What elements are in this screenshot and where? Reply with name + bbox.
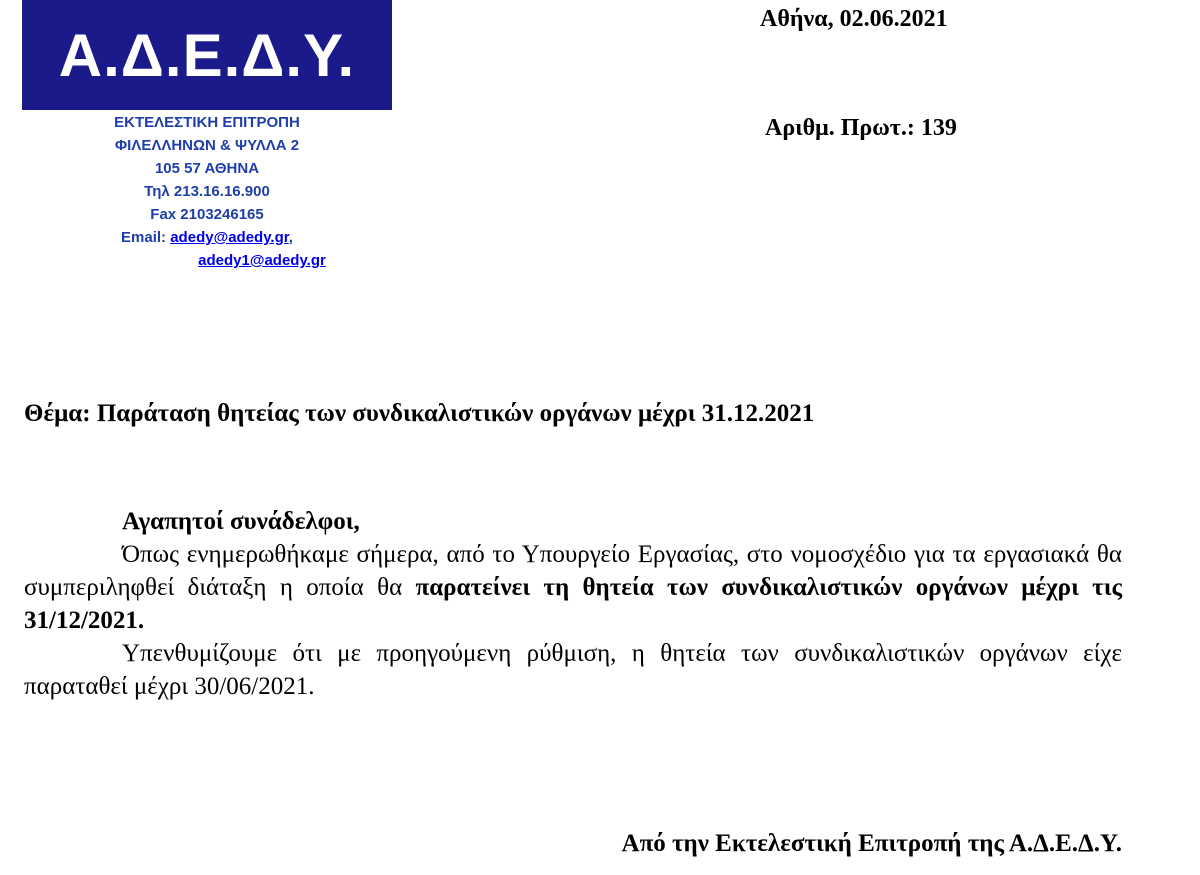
email-link-secondary[interactable]: adedy1@adedy.gr: [198, 252, 326, 269]
subject-line: Θέμα: Παράταση θητείας των συνδικαλιστικών οργάνων μέχρι 31.12.2021: [24, 400, 815, 427]
document-date: Αθήνα, 02.06.2021: [760, 6, 948, 32]
address-email-row-2: [22, 249, 392, 272]
paragraph-2: Υπενθυμίζουμε ότι με προηγούμενη ρύθμιση, η θητεία των συνδικαλιστικών οργάνων είχε παραταθεί μέχρι 30/06/2021.: [24, 640, 1122, 700]
protocol-number: Αριθμ. Πρωτ.: 139: [765, 115, 957, 141]
email-link-primary[interactable]: adedy@adedy.gr: [170, 229, 289, 246]
address-email-row: [22, 226, 392, 249]
logo-text: Α.Δ.Ε.Δ.Υ.: [58, 21, 356, 89]
email-separator: ,: [288, 229, 293, 246]
address-fax: Fax 2103246165: [150, 206, 264, 223]
address-city: 105 57 ΑΘΗΝΑ: [154, 160, 260, 177]
address-street: ΦΙΛΕΛΛΗΝΩΝ & ΨΥΛΛΑ 2: [114, 137, 300, 154]
address-block: [22, 111, 392, 272]
paragraph-1-emphasis: παρατείνει τη θητεία των συνδικαλιστικών οργάνων μέχρι τις 31/12/2021.: [24, 574, 1122, 634]
signature: Από την Εκτελεστική Επιτροπή της Α.Δ.Ε.Δ.Υ.: [621, 830, 1122, 857]
greeting: Αγαπητοί συνάδελφοι,: [122, 508, 360, 535]
letter-body: [24, 505, 1122, 703]
adedy-logo: [22, 0, 392, 110]
paragraph-1: [24, 538, 1122, 637]
paragraph-1-text: Όπως ενημερωθήκαμε σήμερα, από το Υπουργείο Εργασίας, στο νομοσχέδιο για τα εργασιακά θα συμπεριληφθεί διάταξη η οποία θα: [24, 541, 1122, 601]
email-label: Email:: [121, 229, 171, 246]
address-committee: ΕΚΤΕΛΕΣΤΙΚΗ ΕΠΙΤΡΟΠΗ: [114, 114, 300, 131]
address-phone: Τηλ 213.16.16.900: [144, 183, 270, 200]
